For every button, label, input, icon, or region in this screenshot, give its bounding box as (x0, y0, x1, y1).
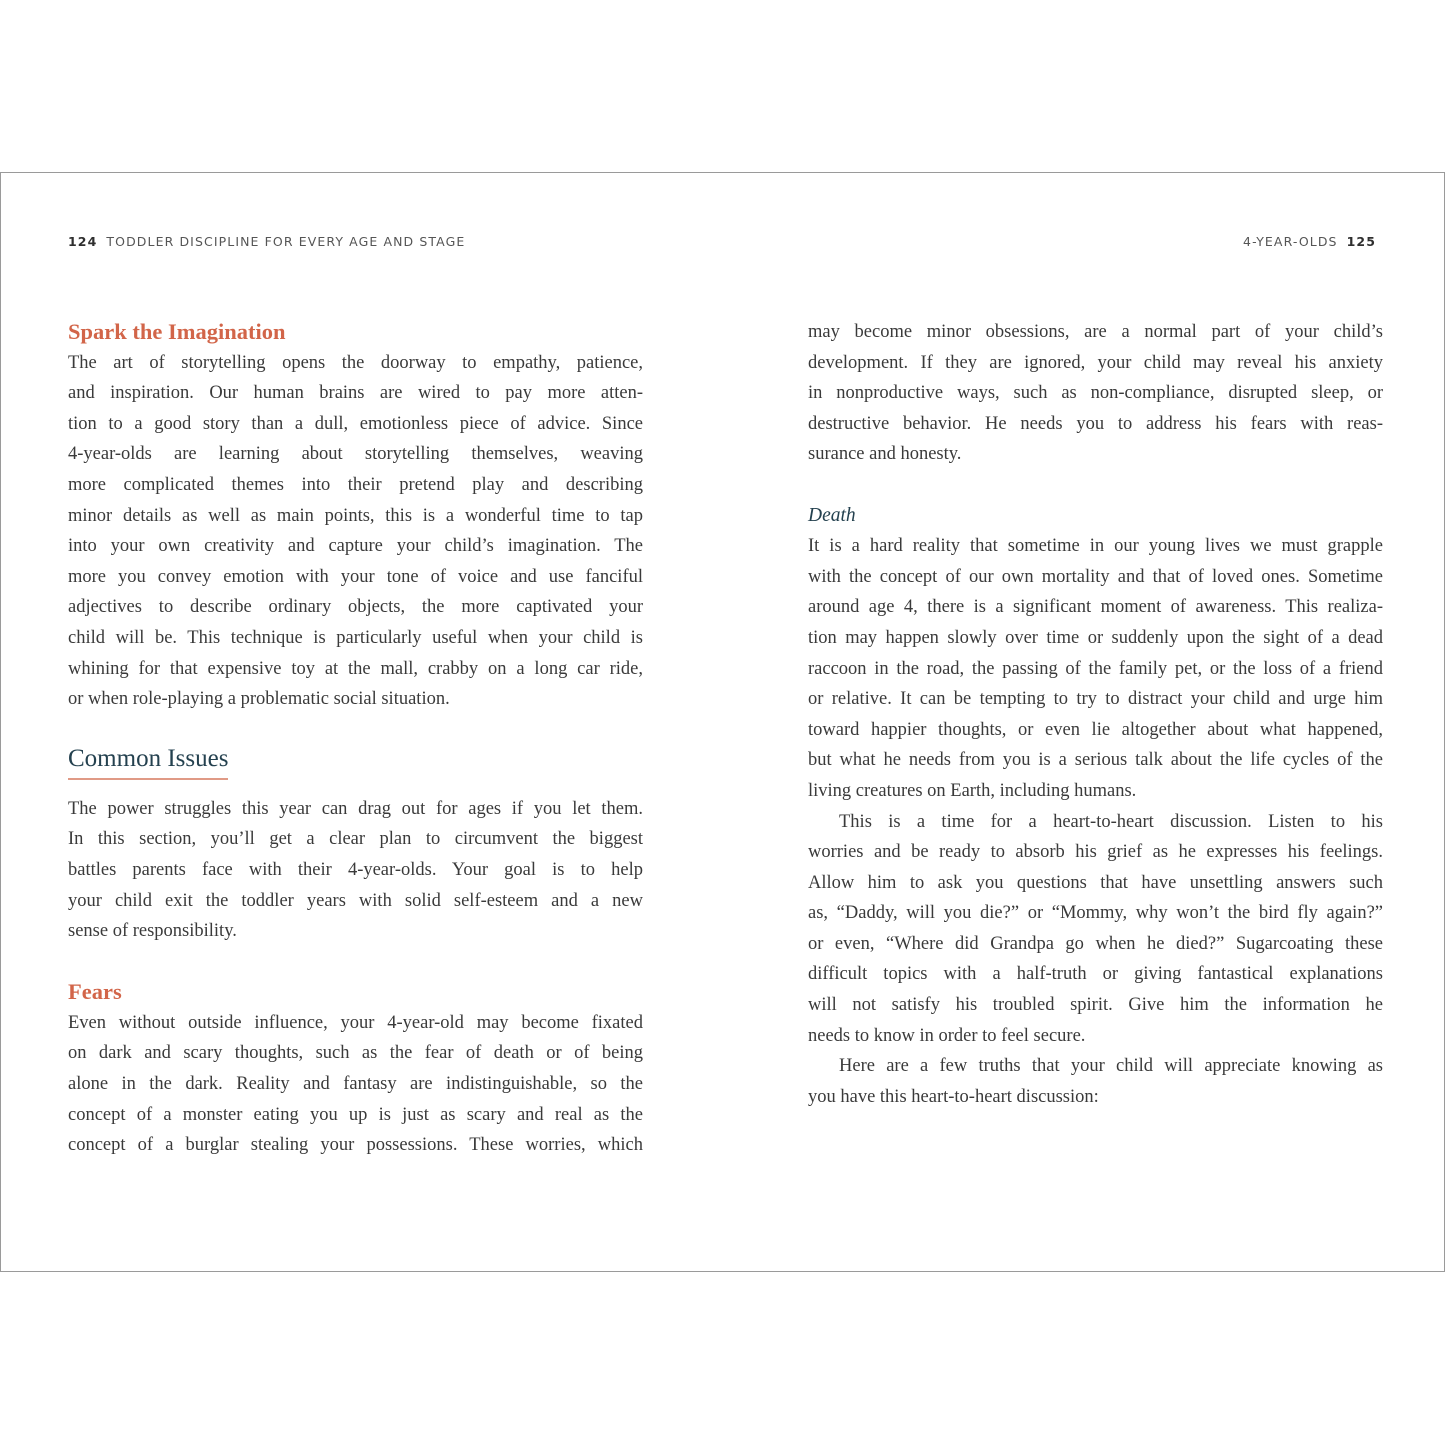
text-line: in nonproductive ways, such as non-compliance, disrupted sleep, or (808, 383, 1383, 404)
running-head-right (1243, 234, 1376, 249)
text-line: 4-year-olds are learning about storytelling themselves, weaving (68, 444, 643, 465)
text-line: and inspiration. Our human brains are wired to pay more atten- (68, 383, 643, 404)
text-line: living creatures on Earth, including humans. (808, 780, 1137, 801)
text-line: Allow him to ask you questions that have unsettling answers such (808, 872, 1383, 893)
text-line: into your own creativity and capture your child’s imagination. The (68, 536, 643, 557)
text-line: more you convey emotion with your tone of voice and use fanciful (68, 566, 643, 587)
text-line: sense of responsibility. (68, 921, 237, 942)
text-line: on dark and scary thoughts, such as the fear of death or of being (68, 1043, 643, 1064)
paragraph-fears (68, 1008, 643, 1161)
text-line: with the concept of our own mortality and that of loved ones. Sometime (808, 566, 1383, 587)
text-line: The art of storytelling opens the doorway to empathy, patience, (68, 352, 643, 373)
text-line: or relative. It can be tempting to try to distract your child and urge him (808, 689, 1383, 710)
text-line: your child exit the toddler years with solid self-esteem and a new (68, 890, 643, 911)
heading-death: Death (808, 504, 856, 526)
paragraph-death-1 (808, 531, 1383, 806)
text-line: development. If they are ignored, your child may reveal his anxiety (808, 352, 1383, 373)
text-line: This is a time for a heart-to-heart discussion. Listen to his (839, 811, 1383, 832)
text-line: may become minor obsessions, are a normal part of your child’s (808, 322, 1383, 342)
text-line: tion may happen slowly over time or suddenly upon the sight of a dead (808, 627, 1383, 648)
text-line: will not satisfy his troubled spirit. Give him the information he (808, 995, 1383, 1016)
text-line: needs to know in order to feel secure. (808, 1025, 1086, 1046)
text-line: toward happier thoughts, or even lie altogether about what happened, (808, 719, 1383, 740)
book-title: TODDLER DISCIPLINE FOR EVERY AGE AND STAGE (106, 234, 466, 249)
text-line: around age 4, there is a significant moment of awareness. This realiza- (808, 597, 1383, 618)
text-line: minor details as well as main points, this is a wonderful time to tap (68, 505, 643, 526)
text-line: worries and be ready to absorb his grief as he expresses his feelings. (808, 842, 1383, 863)
paragraph-death-2 (808, 807, 1383, 1052)
text-line: tion to a good story than a dull, emotionless piece of advice. Since (68, 413, 643, 434)
text-line: or even, “Where did Grandpa go when he died?” Sugarcoating these (808, 933, 1383, 954)
text-line: or when role-playing a problematic social situation. (68, 689, 450, 710)
text-line: Even without outside influence, your 4-year-old may become fixated (68, 1012, 643, 1033)
text-line: surance and honesty. (808, 444, 962, 465)
text-line: The power struggles this year can drag out for ages if you let them. (68, 798, 643, 819)
heading-spark-the-imagination: Spark the Imagination (68, 319, 286, 344)
paragraph-common-issues (68, 794, 643, 947)
text-line: more complicated themes into their pretend play and describing (68, 474, 643, 495)
text-line: Here are a few truths that your child will appreciate knowing as (839, 1056, 1383, 1077)
text-line: whining for that expensive toy at the mall, crabby on a long car ride, (68, 658, 643, 679)
text-line: adjectives to describe ordinary objects, the more captivated your (68, 597, 643, 618)
page-number-left: 124 (68, 234, 98, 249)
paragraph-death-3 (808, 1051, 1383, 1112)
heading-common-issues: Common Issues (68, 742, 228, 780)
text-line: you have this heart-to-heart discussion: (808, 1086, 1099, 1107)
text-line: raccoon in the road, the passing of the family pet, or the loss of a friend (808, 658, 1383, 679)
page-number-right: 125 (1346, 234, 1376, 249)
text-line: concept of a burglar stealing your possessions. These worries, which (68, 1135, 643, 1156)
text-line: but what he needs from you is a serious talk about the life cycles of the (808, 750, 1383, 771)
text-line: alone in the dark. Reality and fantasy are indistinguishable, so the (68, 1074, 643, 1095)
text-line: It is a hard reality that sometime in our young lives we must grapple (808, 536, 1383, 557)
left-page-column (68, 317, 643, 1161)
paragraph-spark (68, 348, 643, 715)
text-line: In this section, you’ll get a clear plan to circumvent the biggest (68, 829, 643, 850)
text-line: as, “Daddy, will you die?” or “Mommy, why won’t the bird fly again?” (808, 903, 1383, 924)
text-line: battles parents face with their 4-year-olds. Your goal is to help (68, 859, 643, 880)
chapter-title: 4-YEAR-OLDS (1243, 234, 1338, 249)
paragraph-fears-continued (808, 317, 1383, 470)
text-line: destructive behavior. He needs you to address his fears with reas- (808, 413, 1383, 434)
heading-fears: Fears (68, 979, 122, 1005)
text-line: difficult topics with a half-truth or giving fantastical explanations (808, 964, 1383, 985)
right-page-column (808, 317, 1383, 1112)
running-head-left (68, 234, 465, 249)
text-line: child will be. This technique is particularly useful when your child is (68, 627, 643, 648)
text-line: concept of a monster eating you up is just as scary and real as the (68, 1104, 643, 1125)
